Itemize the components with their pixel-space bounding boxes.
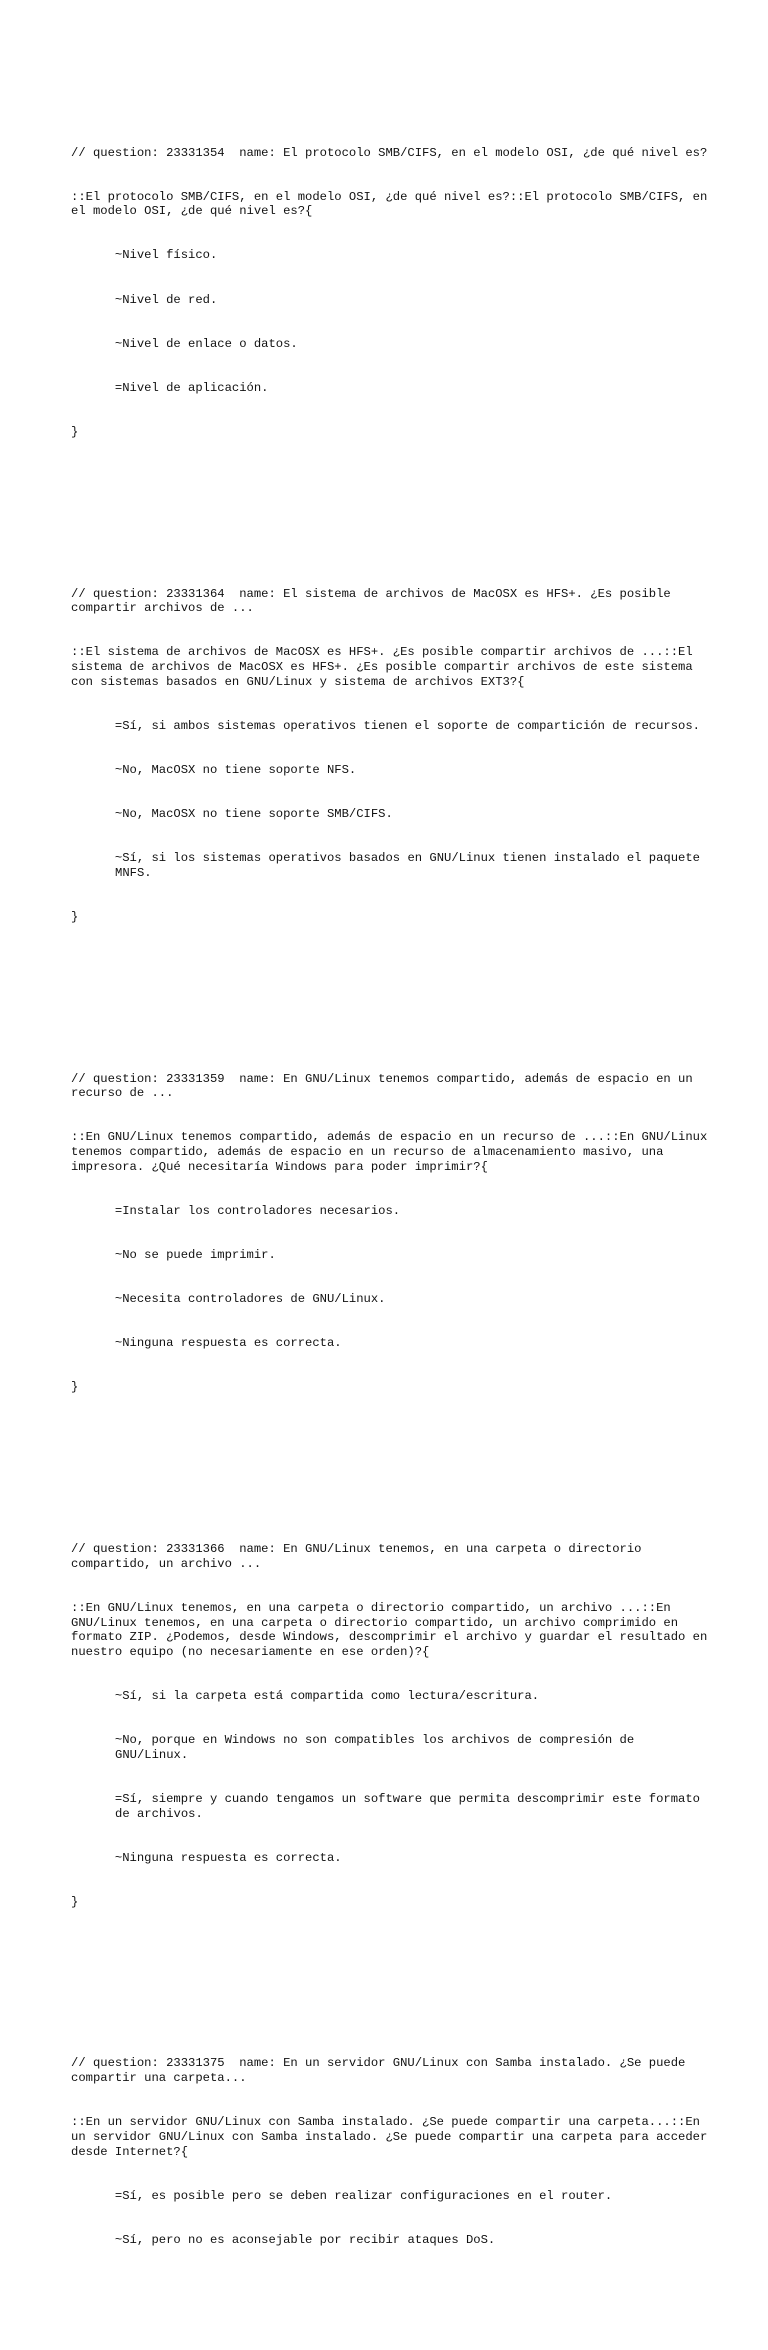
answer-option: ~Sí, si los sistemas operativos basados en GNU/Linux tienen instalado el paquete MNFS. (114, 851, 708, 880)
closing-brace: } (71, 424, 79, 439)
question-header: // question: 23331375 name: En un servidor GNU/Linux con Samba instalado. ¿Se puede compartir una carpeta... (71, 2056, 693, 2086)
answer-option: ~No se puede imprimir. (114, 1248, 276, 1263)
answer-option: =Sí, si ambos sistemas operativos tienen el soporte de compartición de recursos. (114, 718, 700, 733)
answer-option: ~Ninguna respuesta es correcta. (114, 1336, 342, 1351)
question-block (71, 557, 711, 954)
answer-option: =Sí, es posible pero se deben realizar configuraciones en el router. (114, 2188, 613, 2203)
answer-option: ~Sí, pero no es aconsejable por recibir ataques DoS. (114, 2232, 496, 2247)
question-block (71, 1513, 715, 1939)
question-body: ::El protocolo SMB/CIFS, en el modelo OSI, ¿de qué nivel es?::El protocolo SMB/CIFS, en el modelo OSI, ¿de qué nivel es?{ (71, 189, 715, 219)
answer-option: =Instalar los controladores necesarios. (114, 1203, 401, 1218)
answer-option: ~Nivel físico. (114, 248, 218, 263)
question-header: // question: 23331359 name: En GNU/Linux tenemos compartido, además de espacio en un recurso de ... (71, 1071, 700, 1101)
answer-option: ~No, MacOSX no tiene soporte NFS. (114, 762, 357, 777)
closing-brace: } (71, 909, 79, 924)
question-body: ::En GNU/Linux tenemos, en una carpeta o directorio compartido, un archivo ...::En GNU/Linux tenemos, en una carpeta o directorio compartido, un archivo comprimido en formato ZIP. ¿Podemos, desde Windows, descomprimir el archivo y guardar el resultado en nuestro equipo (no necesariamente en ese orden)?{ (71, 1600, 715, 1659)
answer-option: ~No, MacOSX no tiene soporte SMB/CIFS. (114, 807, 393, 822)
answer-option: =Nivel de aplicación. (114, 380, 269, 395)
answer-option: ~Ninguna respuesta es correcta. (114, 1850, 342, 1865)
question-header: // question: 23331364 name: El sistema de archivos de MacOSX es HFS+. ¿Es posible compartir archivos de ... (71, 586, 679, 616)
answer-option: ~Nivel de red. (114, 292, 218, 307)
question-body: ::El sistema de archivos de MacOSX es HFS+. ¿Es posible compartir archivos de ...::El sistema de archivos de MacOSX es HFS+. ¿Es posible compartir archivos de este sistema con sistemas basados en GNU/Linux y sistema de archivos EXT3?{ (71, 645, 700, 689)
answer-option: =Sí, siempre y cuando tengamos un software que permita descomprimir este formato de archivos. (114, 1791, 708, 1821)
document-page (71, 72, 715, 2350)
closing-brace: } (71, 1894, 79, 1909)
answer-option: ~Nivel de enlace o datos. (114, 336, 298, 351)
answer-option: ~Sí, si la carpeta está compartida como lectura/escritura. (114, 1689, 540, 1704)
answer-option: ~Necesita controladores de GNU/Linux. (114, 1292, 386, 1307)
question-block (71, 116, 715, 469)
question-body: ::En GNU/Linux tenemos compartido, además de espacio en un recurso de ...::En GNU/Linux tenemos compartido, además de espacio en un recurso de almacenamiento masivo, una impresora. ¿Qué necesitaría Windows para poder imprimir?{ (71, 1130, 715, 1174)
question-block (71, 2027, 715, 2277)
answer-option: ~No, porque en Windows no son compatibles los archivos de compresión de GNU/Linux. (114, 1733, 642, 1762)
question-block (71, 1042, 715, 1424)
question-header: // question: 23331354 name: El protocolo SMB/CIFS, en el modelo OSI, ¿de qué nivel es? (71, 145, 708, 160)
closing-brace: } (71, 1380, 79, 1395)
question-header: // question: 23331366 name: En GNU/Linux tenemos, en una carpeta o directorio compartido, un archivo ... (71, 1541, 649, 1571)
question-body: ::En un servidor GNU/Linux con Samba instalado. ¿Se puede compartir una carpeta...::En un servidor GNU/Linux con Samba instalado. ¿Se puede compartir una carpeta para acceder desde Internet?{ (71, 2115, 715, 2159)
